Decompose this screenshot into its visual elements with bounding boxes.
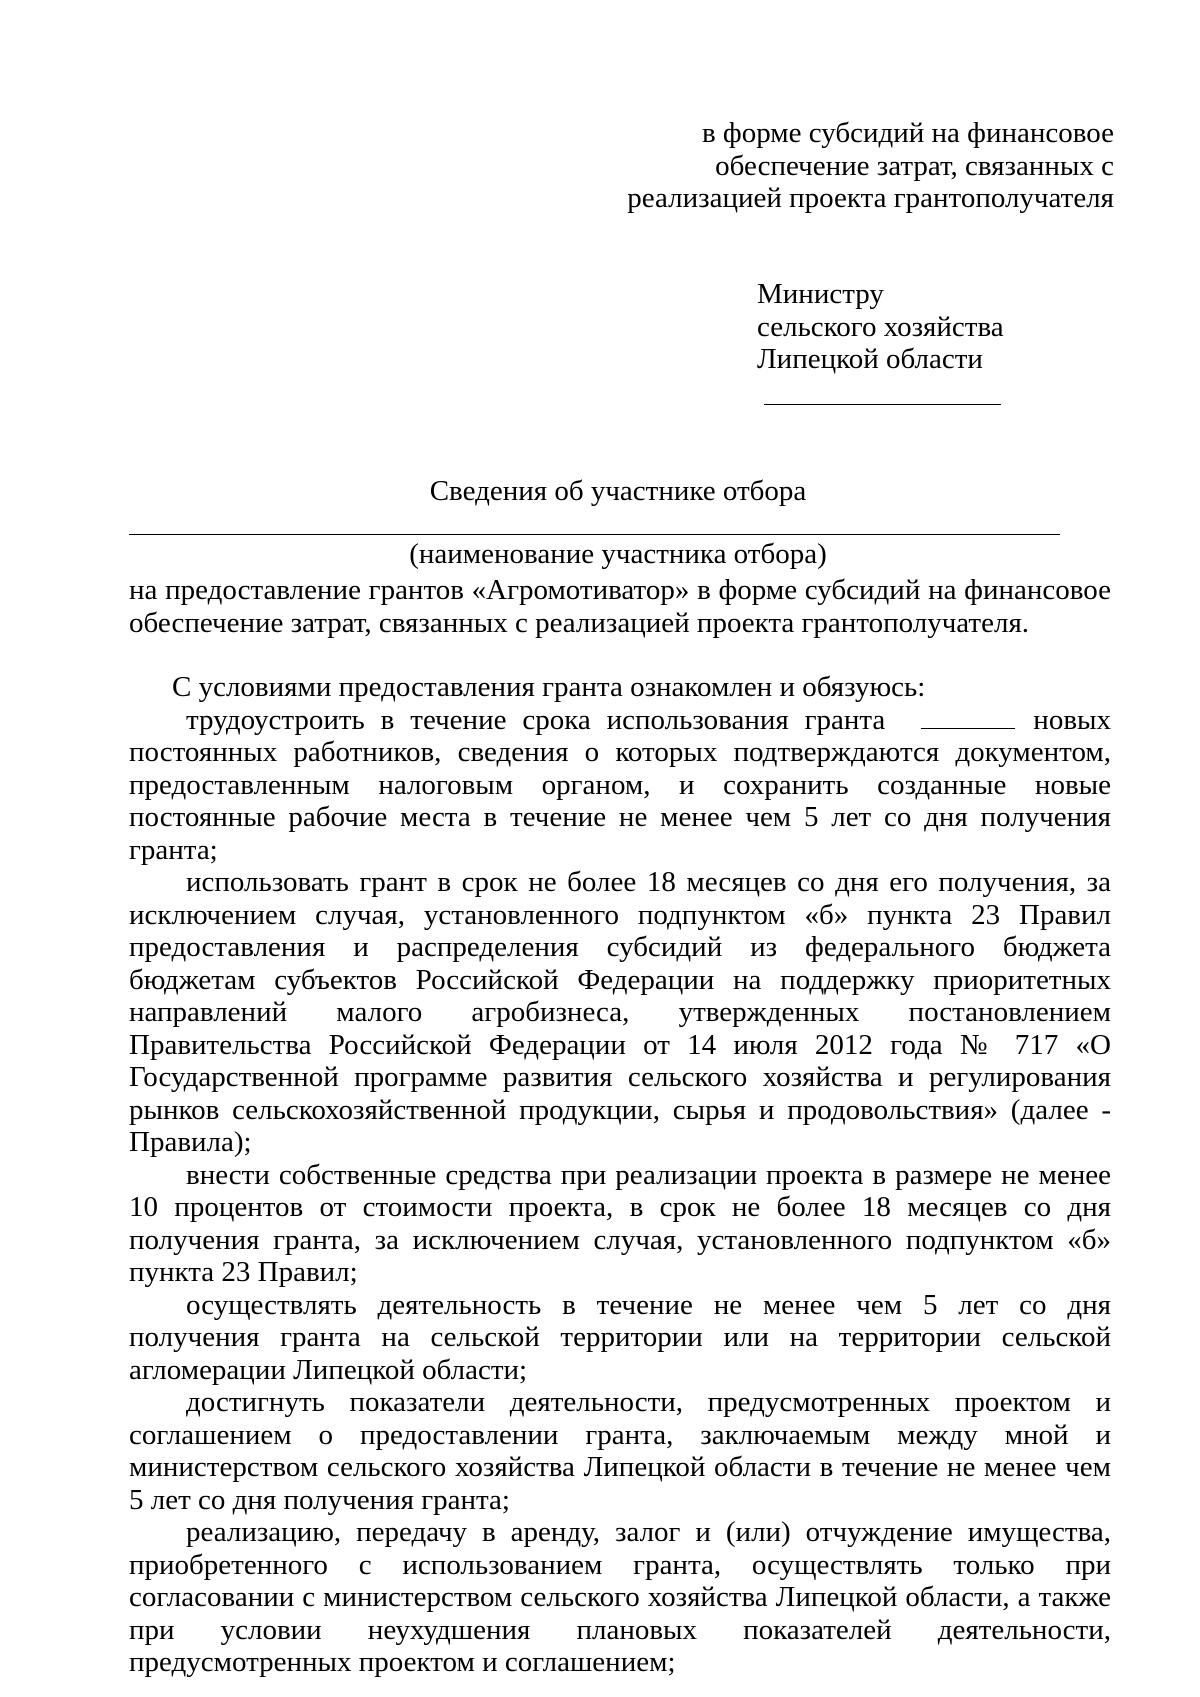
obligation-item: достигнуть показатели деятельности, предусмотренных проектом и соглашением о предоставлении гранта, заключаемым между мной и министерством сельского хозяйства Липецкой области в течение не менее чем 5 лет со дня получения гранта; bbox=[129, 1386, 1111, 1516]
obligation-item: реализацию, передачу в аренду, залог и (или) отчуждение имущества, приобретенного с использованием гранта, осуществлять только при согласовании с министерством сельского хозяйства Липецкой области, а также при условии неухудшения плановых показателей деятельности, предусмотренных проектом и соглашением; bbox=[129, 1516, 1111, 1678]
obligation-item: внести собственные средства при реализации проекта в размере не менее 10 процентов от стоимости проекта, в срок не более 18 месяцев со дня получения гранта, за исключением случая, установленного подпунктом «б» пункта 23 Правил; bbox=[129, 1158, 1111, 1288]
obligation-item bbox=[129, 704, 1111, 867]
participant-name-blank-line bbox=[129, 534, 1060, 535]
participant-name-caption: (наименование участника отбора) bbox=[409, 538, 827, 570]
employee-count-blank bbox=[921, 706, 1015, 729]
header-line: в форме субсидий на финансовое bbox=[701, 117, 1114, 149]
lead-paragraph: С условиями предоставления гранта ознакомлен и обязуюсь: bbox=[172, 671, 926, 703]
header-line: реализацией проекта грантополучателя bbox=[627, 182, 1114, 214]
intro-paragraph: на предоставление грантов «Агромотиватор» в форме субсидий на финансовое обеспечение затрат, связанных с реализацией проекта грантополучателя. bbox=[129, 574, 1111, 639]
obligation-item: осуществлять деятельность в течение не менее чем 5 лет со дня получения гранта на сельской территории или на территории сельской агломерации Липецкой области; bbox=[129, 1288, 1111, 1386]
addressee-line: Липецкой области bbox=[757, 343, 983, 375]
addressee-block bbox=[757, 278, 1004, 376]
obligation-item: использовать грант в срок не более 18 месяцев со дня его получения, за исключением случая, установленного подпунктом «б» пункта 23 Правил предоставления и распределения субсидий из федерального бюджета бюджетам субъектов Российской Федерации на поддержку приоритетных направлений малого агробизнеса, утвержденных постановлением Правительства Российской Федерации от 14 июля 2012 года № 717 «О Государственной программе развития сельского хозяйства и регулирования рынков сельскохозяйственной продукции, сырья и продовольствия» (далее - Правила); bbox=[129, 866, 1111, 1158]
document-title: Сведения об участнике отбора bbox=[429, 475, 807, 507]
obligation-item-text: новых постоянных работников, сведения о которых подтверждаются документом, предоставленным налоговым органом, и сохранить созданные новые постоянные рабочие места в течение не менее чем 5 лет со дня получения гранта; bbox=[129, 703, 1111, 866]
header-line: обеспечение затрат, связанных с bbox=[715, 149, 1114, 182]
addressee-line: сельского хозяйства bbox=[757, 310, 1004, 343]
obligation-item-text: трудоустроить в течение срока использования гранта bbox=[186, 703, 886, 736]
signature-blank-line bbox=[764, 404, 1001, 405]
header-right-block bbox=[627, 117, 1114, 215]
addressee-line: Министру bbox=[757, 278, 884, 310]
document-body bbox=[129, 574, 1111, 1679]
